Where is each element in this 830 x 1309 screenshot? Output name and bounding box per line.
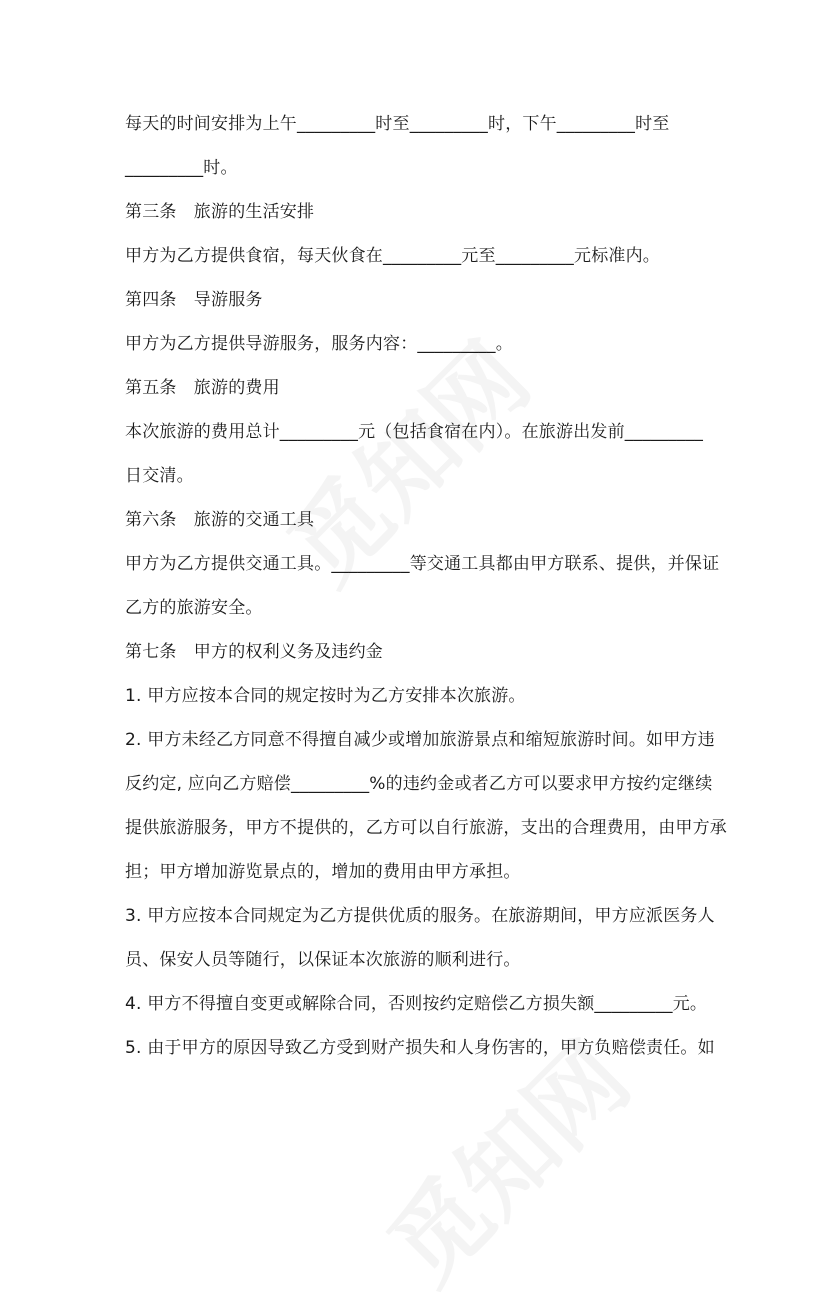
paragraph-line: 反约定, 应向乙方赔偿_________%的违约金或者乙方可以要求甲方按约定继续 <box>125 774 713 794</box>
list-item: 3. 甲方应按本合同规定为乙方提供优质的服务。在旅游期间，甲方应派医务人 <box>125 906 715 926</box>
paragraph-line: 甲方为乙方提供导游服务，服务内容：_________。 <box>125 334 513 354</box>
paragraph-line: 甲方为乙方提供食宿，每天伙食在_________元至_________元标准内。 <box>125 246 660 266</box>
paragraph-line: 提供旅游服务，甲方不提供的，乙方可以自行旅游，支出的合理费用，由甲方承 <box>125 818 727 838</box>
paragraph-line: _________时。 <box>125 158 238 178</box>
section-heading: 第三条 旅游的生活安排 <box>125 202 315 222</box>
paragraph-line: 担；甲方增加游览景点的，增加的费用由甲方承担。 <box>125 862 521 882</box>
section-heading: 第四条 导游服务 <box>125 290 263 310</box>
paragraph-line: 乙方的旅游安全。 <box>125 598 263 618</box>
section-heading: 第五条 旅游的费用 <box>125 378 280 398</box>
paragraph-line: 本次旅游的费用总计_________元（包括食宿在内）。在旅游出发前_________ <box>125 422 704 442</box>
list-item: 2. 甲方未经乙方同意不得擅自减少或增加旅游景点和缩短旅游时间。如甲方违 <box>125 730 715 750</box>
paragraph-line: 员、保安人员等随行，以保证本次旅游的顺利进行。 <box>125 950 521 970</box>
list-item: 4. 甲方不得擅自变更或解除合同，否则按约定赔偿乙方损失额_________元。 <box>125 994 708 1014</box>
list-item: 5. 由于甲方的原因导致乙方受到财产损失和人身伤害的，甲方负赔偿责任。如 <box>125 1038 715 1058</box>
section-heading: 第七条 甲方的权利义务及违约金 <box>125 642 383 662</box>
paragraph-line: 每天的时间安排为上午_________时至_________时，下午_________时至 <box>125 114 670 134</box>
section-heading: 第六条 旅游的交通工具 <box>125 510 315 530</box>
paragraph-line: 日交清。 <box>125 466 194 486</box>
paragraph-line: 甲方为乙方提供交通工具。_________等交通工具都由甲方联系、提供，并保证 <box>125 554 720 574</box>
list-item: 1. 甲方应按本合同的规定按时为乙方安排本次旅游。 <box>125 686 526 706</box>
